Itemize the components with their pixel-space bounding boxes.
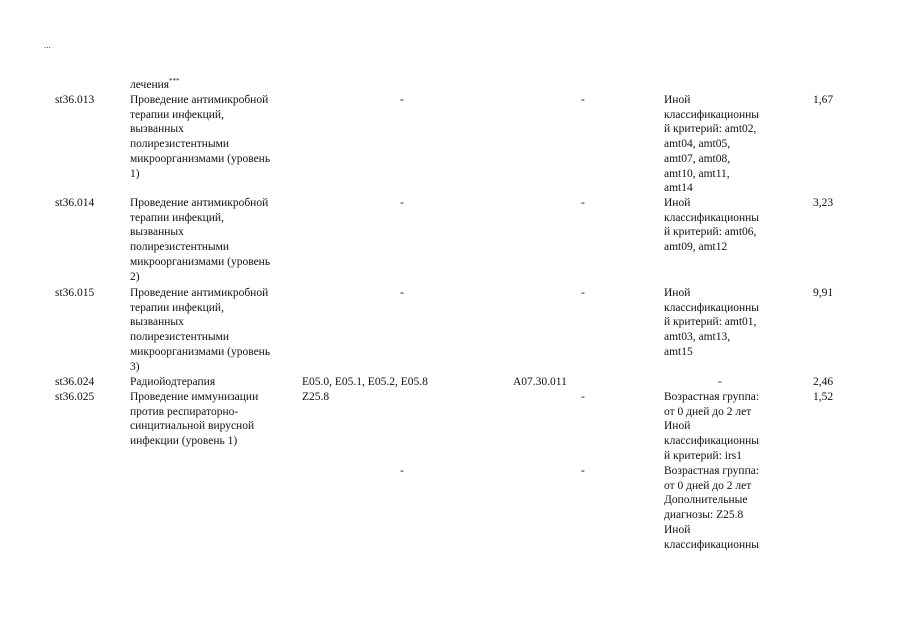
name-line: полирезистентными	[130, 138, 230, 151]
row-name	[130, 93, 295, 181]
row-coefficient: 1,67	[813, 94, 834, 106]
row-code: st36.014	[55, 197, 95, 209]
row-coefficient: 3,23	[813, 197, 834, 209]
name-line: Проведение антимикробной	[130, 197, 269, 209]
row-diagnosis: -	[400, 197, 404, 209]
row-service: -	[581, 465, 585, 477]
row-service: -	[581, 287, 585, 299]
row-criteria: -	[718, 376, 722, 388]
name-line: синцитиальной вирусной	[130, 420, 255, 433]
row-name	[130, 375, 295, 390]
row-name	[130, 196, 295, 284]
name-line: Проведение иммунизации	[130, 391, 259, 403]
criteria-line: Возрастная группа:	[664, 391, 760, 403]
criteria-line: amt14	[664, 182, 693, 195]
name-line: полирезистентными	[130, 241, 230, 254]
name-line: 3)	[130, 360, 140, 373]
criteria-line: amt15	[664, 345, 693, 358]
name-line: Проведение антимикробной	[130, 287, 269, 299]
criteria-line: amt04, amt05,	[664, 138, 731, 151]
row-coefficient: 2,46	[813, 376, 834, 388]
name-line: микроорганизмами (уровень	[130, 345, 271, 358]
row-service: -	[581, 391, 585, 403]
row-code: st36.015	[55, 287, 95, 299]
row-code: st36.024	[55, 376, 95, 388]
continued-name-text	[130, 78, 180, 93]
name-line: инфекции (уровень 1)	[130, 435, 238, 448]
name-line: терапии инфекций,	[130, 211, 224, 224]
name-line: 1)	[130, 167, 140, 180]
criteria-line: amt07, amt08,	[664, 152, 731, 165]
footnote-marker: ***	[169, 77, 180, 85]
criteria-line: классификационны	[664, 435, 760, 448]
name-line: полирезистентными	[130, 331, 230, 344]
row-diagnosis: E05.0, E05.1, E05.2, E05.8	[302, 376, 428, 388]
criteria-line: Иной	[664, 197, 691, 209]
page-marker: ...	[44, 40, 51, 50]
row-service: -	[581, 94, 585, 106]
name-line: терапии инфекций,	[130, 108, 224, 121]
criteria-line: от 0 дней до 2 лет	[664, 405, 752, 418]
criteria-line: диагнозы: Z25.8	[664, 509, 744, 522]
name-line: Радиойодтерапия	[130, 376, 216, 388]
criteria-line: amt03, amt13,	[664, 331, 731, 344]
name-line: против респираторно-	[130, 405, 239, 418]
row-code: st36.025	[55, 391, 95, 403]
row-service: -	[581, 197, 585, 209]
criteria-line: Иной	[664, 287, 691, 299]
row-criteria	[664, 286, 784, 360]
criteria-line: классификационны	[664, 301, 760, 314]
name-line: терапии инфекций,	[130, 301, 224, 314]
row-criteria	[664, 93, 784, 196]
criteria-line: й критерий: amt01,	[664, 316, 757, 329]
criteria-line: классификационны	[664, 211, 760, 224]
row-service: A07.30.011	[513, 376, 567, 388]
criteria-line: й критерий: irs1	[664, 449, 743, 462]
name-line: микроорганизмами (уровень	[130, 152, 271, 165]
row-diagnosis: -	[400, 465, 404, 477]
criteria-line: классификационны	[664, 538, 760, 551]
name-line: 2)	[130, 270, 140, 283]
criteria-line: Дополнительные	[664, 494, 748, 507]
row-diagnosis: -	[400, 94, 404, 106]
criteria-line: amt10, amt11,	[664, 167, 730, 180]
row-coefficient: 9,91	[813, 287, 834, 299]
criteria-line: amt09, amt12	[664, 241, 728, 254]
criteria-line: Иной	[664, 420, 691, 433]
row-code: st36.013	[55, 94, 95, 106]
criteria-line: й критерий: amt02,	[664, 123, 757, 136]
row-criteria	[664, 390, 784, 464]
row-criteria	[664, 196, 784, 255]
name-line: микроорганизмами (уровень	[130, 255, 271, 268]
name-line: Проведение антимикробной	[130, 94, 269, 106]
criteria-line: Иной	[664, 523, 691, 536]
continued-word: лечения	[130, 79, 170, 91]
criteria-line: классификационны	[664, 108, 760, 121]
criteria-line: й критерий: amt06,	[664, 226, 757, 239]
row-name	[130, 390, 295, 449]
criteria-line: от 0 дней до 2 лет	[664, 479, 752, 492]
criteria-line: Возрастная группа:	[664, 465, 760, 477]
name-line: вызванных	[130, 226, 184, 239]
name-line: вызванных	[130, 123, 184, 136]
name-line: вызванных	[130, 316, 184, 329]
row-criteria	[664, 464, 784, 552]
row-diagnosis: Z25.8	[302, 391, 330, 403]
criteria-line: Иной	[664, 94, 691, 106]
row-diagnosis: -	[400, 287, 404, 299]
row-name	[130, 286, 295, 374]
row-coefficient: 1,52	[813, 391, 834, 403]
